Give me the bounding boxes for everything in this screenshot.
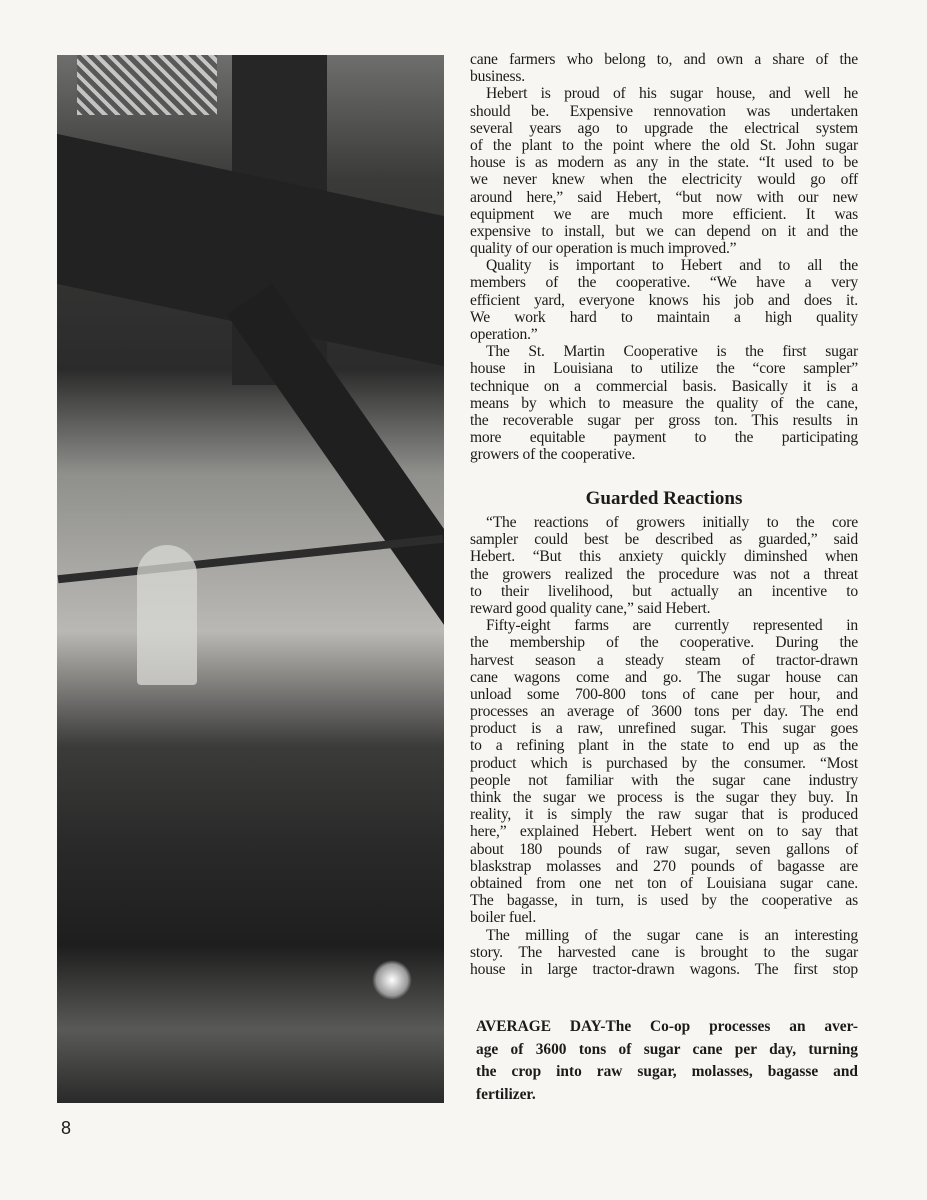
text-line: story. The harvested cane is brought to the sugar: [470, 943, 858, 961]
text-line: product is a raw, unrefined sugar. This sugar goes: [470, 720, 858, 738]
text-line: The St. Martin Cooperative is the first sugar: [486, 343, 858, 361]
text-line: Hebert. “But this anxiety quickly diminshed when: [470, 548, 858, 566]
photo-worker: [137, 545, 197, 685]
sugar-house-photo: [57, 55, 444, 1103]
text-line: unload some 700-800 tons of cane per hour, and: [470, 685, 858, 703]
text-line: cane wagons come and go. The sugar house can: [470, 668, 858, 686]
text-line: product which is purchased by the consumer. “Most: [470, 754, 858, 772]
text-line: expensive to install, but we can depend on it and the: [470, 222, 858, 240]
text-line: Quality is important to Hebert and to all the: [486, 257, 858, 275]
caption-line: age of 3600 tons of sugar cane per day, turning: [476, 1040, 858, 1058]
section-heading: Guarded Reactions: [585, 488, 743, 509]
text-line: around here,” said Hebert, “but now with our new: [470, 188, 858, 206]
text-line: business.: [470, 68, 525, 86]
text-line: equipment we are much more efficient. It was: [470, 205, 858, 223]
text-column-bottom: [470, 514, 858, 978]
text-line: “The reactions of growers initially to the core: [486, 514, 858, 531]
text-line: of the plant to the point where the old St. John sugar: [470, 136, 858, 154]
text-line: the membership of the cooperative. During the: [470, 634, 858, 652]
text-column-top: [470, 51, 858, 464]
text-line: house in large tractor-drawn wagons. The first stop: [470, 960, 858, 978]
text-line: house in Louisiana to utilize the “core sampler”: [470, 360, 858, 378]
text-line: boiler fuel.: [470, 909, 537, 927]
text-line: Hebert is proud of his sugar house, and well he: [486, 85, 858, 103]
photo-light: [372, 960, 412, 1000]
text-line: We work hard to maintain a high quality: [470, 308, 858, 326]
text-line: growers of the cooperative.: [470, 446, 636, 464]
text-line: members of the cooperative. “We have a very: [470, 274, 858, 292]
photo-skylight: [77, 55, 217, 115]
text-line: to their livelihood, but actually an incentive to: [470, 582, 858, 600]
text-line: about 180 pounds of raw sugar, seven gallons of: [470, 840, 858, 858]
text-line: more equitable payment to the participating: [470, 429, 858, 447]
photo-caption: [476, 1016, 858, 1106]
text-line: The bagasse, in turn, is used by the cooperative as: [470, 892, 858, 910]
text-line: Fifty-eight farms are currently represented in: [486, 617, 858, 635]
text-line: think the sugar we process is the sugar they buy. In: [470, 789, 858, 806]
text-line: processes an average of 3600 tons per day. The end: [470, 703, 858, 721]
text-line: sampler could best be described as guarded,” said: [470, 531, 858, 549]
text-line: cane farmers who belong to, and own a share of the: [470, 51, 858, 68]
page-number: 8: [61, 1118, 72, 1138]
text-line: means by which to measure the quality of the cane,: [470, 394, 858, 412]
text-line: reward good quality cane,” said Hebert.: [470, 599, 711, 617]
text-line: The milling of the sugar cane is an interesting: [486, 926, 858, 944]
text-line: harvest season a steady steam of tractor-drawn: [470, 651, 858, 669]
text-line: the recoverable sugar per gross ton. This results in: [470, 411, 858, 429]
text-line: we never knew when the electricity would go off: [470, 171, 858, 189]
text-line: here,” explained Hebert. Hebert went on to say that: [470, 823, 858, 841]
text-line: the growers realized the procedure was not a threat: [470, 565, 858, 583]
text-line: operation.”: [470, 326, 538, 343]
text-line: reality, it is simply the raw sugar that is produced: [470, 806, 858, 824]
text-line: house is as modern as any in the state. “It used to be: [470, 154, 858, 172]
text-line: blaskstrap molasses and 270 pounds of bagasse are: [470, 857, 858, 875]
text-line: several years ago to upgrade the electrical system: [470, 119, 858, 137]
photo-railing: [58, 535, 444, 583]
text-line: technique on a commercial basis. Basically it is a: [470, 377, 858, 395]
text-line: efficient yard, everyone knows his job and does it.: [470, 291, 858, 309]
text-line: people not familiar with the sugar cane industry: [470, 771, 858, 789]
text-line: obtained from one net ton of Louisiana sugar cane.: [470, 874, 858, 892]
text-line: to a refining plant in the state to end up as the: [470, 737, 858, 755]
text-line: should be. Expensive rennovation was undertaken: [470, 102, 858, 120]
caption-line: the crop into raw sugar, molasses, bagasse and: [476, 1063, 858, 1080]
text-line: quality of our operation is much improved.”: [470, 240, 737, 258]
caption-line: AVERAGE DAY-The Co-op processes an aver-: [476, 1018, 858, 1035]
caption-line: fertilizer.: [476, 1085, 536, 1103]
